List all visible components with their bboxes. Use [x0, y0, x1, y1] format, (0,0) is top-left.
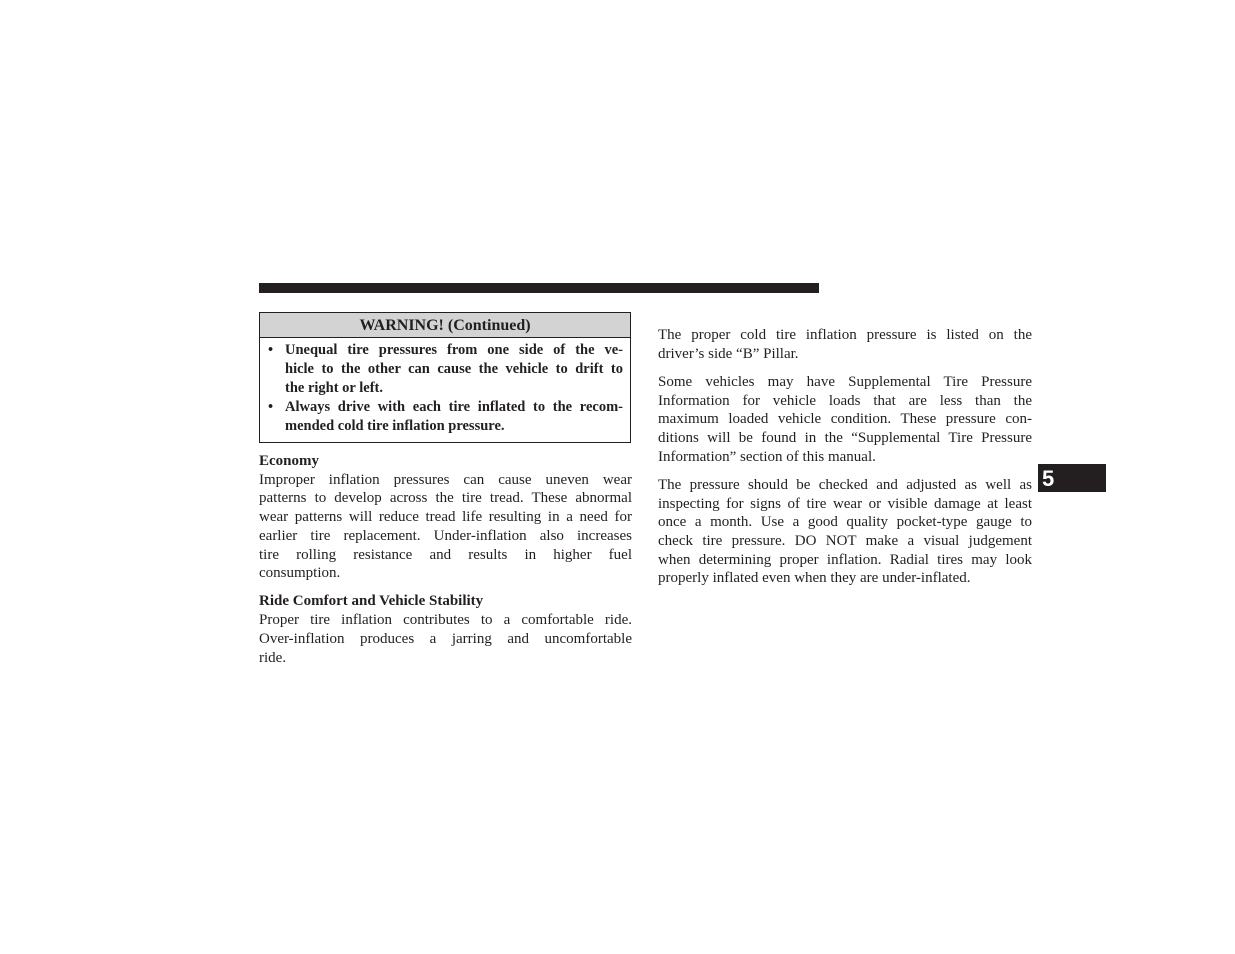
text-line: Improper inflation pressures can cause uneven wear — [259, 471, 632, 488]
paragraph — [658, 326, 1032, 363]
text-line: patterns to develop across the tire tread. These abnormal — [259, 490, 632, 507]
paragraph — [259, 592, 632, 667]
warning-title: WARNING! (Continued) — [260, 313, 630, 338]
text-line: earlier tire replacement. Under-inflation also increases — [259, 527, 632, 544]
text-line: Unequal tire pressures from one side of the ve- — [285, 342, 623, 358]
right-column — [658, 326, 1032, 598]
text-line: ride. — [259, 649, 287, 666]
text-line: hicle to the other can cause the vehicle to drift to — [285, 360, 623, 377]
text-line: check tire pressure. DO NOT make a visual judgement — [658, 533, 1032, 550]
text-line: The proper cold tire inflation pressure is listed on the — [658, 327, 1032, 343]
text-line: wear patterns will reduce tread life resulting in a need for — [259, 509, 632, 526]
text-line: inspecting for signs of tire wear or visible damage at least — [658, 495, 1032, 512]
warning-item — [268, 341, 623, 397]
text-line: once a month. Use a good quality pocket-type gauge to — [658, 514, 1032, 531]
text-line: tire rolling resistance and results in higher fuel — [259, 546, 632, 563]
paragraph — [658, 373, 1032, 467]
section-heading: Economy — [259, 453, 319, 469]
text-line: maximum loaded vehicle condition. These pressure con- — [658, 411, 1032, 428]
warning-item-text — [285, 341, 623, 397]
text-line: Information” section of this manual. — [658, 448, 876, 465]
chapter-tab: 5 — [1038, 464, 1106, 492]
warning-list — [260, 338, 630, 436]
text-line: Proper tire inflation contributes to a comfortable ride. — [259, 612, 632, 629]
text-line: Information for vehicle loads that are less than the — [658, 392, 1032, 409]
text-line: mended cold tire inflation pressure. — [285, 418, 505, 435]
warning-item-text — [285, 398, 623, 436]
text-line: ditions will be found in the “Supplemental Tire Pressure — [658, 430, 1032, 447]
header-rule — [259, 283, 819, 293]
bullet-icon: • — [268, 399, 274, 416]
text-line: the right or left. — [285, 379, 383, 396]
paragraph — [658, 476, 1032, 588]
section-heading: Ride Comfort and Vehicle Stability — [259, 593, 484, 610]
text-line: Over-inflation produces a jarring and uncomfortable — [259, 630, 632, 647]
text-line: Some vehicles may have Supplemental Tire Pressure — [658, 373, 1032, 390]
paragraph — [259, 452, 632, 583]
bullet-icon: • — [268, 342, 274, 358]
text-line: The pressure should be checked and adjusted as well as — [658, 476, 1032, 493]
text-line: consumption. — [259, 565, 341, 582]
text-line: driver’s side “B” Pillar. — [658, 345, 799, 362]
left-column — [259, 452, 632, 677]
text-line: properly inflated even when they are under-inflated. — [658, 570, 971, 587]
warning-item — [268, 398, 623, 436]
text-line: Always drive with each tire inflated to the recom- — [285, 399, 623, 416]
text-line: when determining proper inflation. Radial tires may look — [658, 551, 1032, 568]
warning-box — [259, 312, 631, 443]
